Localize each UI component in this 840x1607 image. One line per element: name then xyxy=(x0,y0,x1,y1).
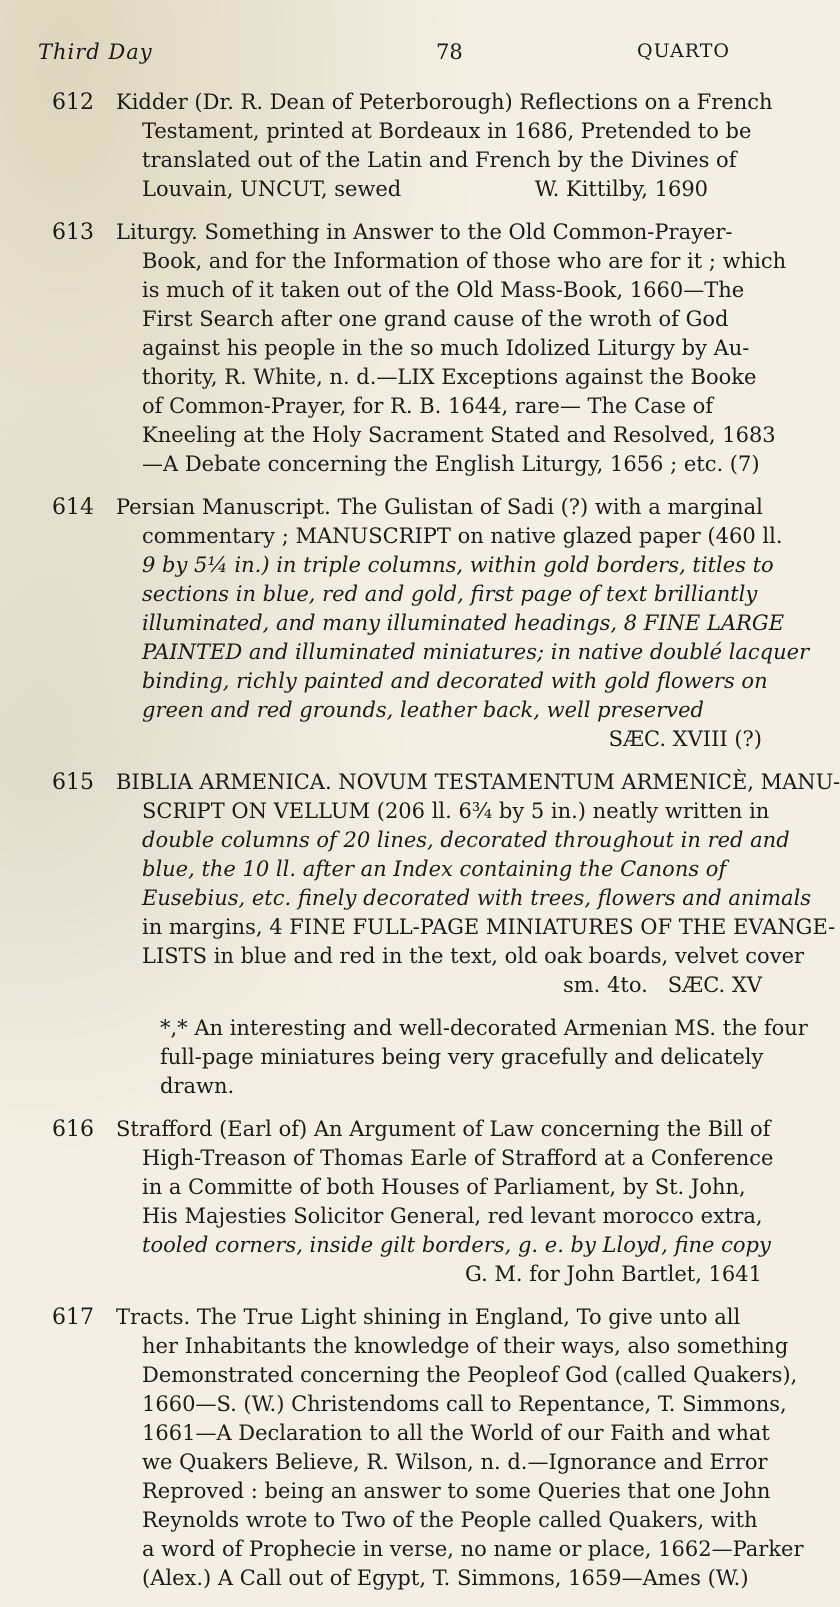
desc-line: BIBLIA ARMENICA. NOVUM TESTAMENTUM ARMENICÈ, MANU- xyxy=(116,770,840,794)
desc-line: tooled corners, inside gilt borders, g. e. by Lloyd, fine copy xyxy=(142,1233,771,1257)
desc-line: G. M. for John Bartlet, 1641 xyxy=(465,1262,762,1286)
lot-description xyxy=(116,88,773,204)
desc-line: a word of Prophecie in verse, no name or place, 1662—Parker xyxy=(142,1537,804,1561)
desc-line: of Common-Prayer, for R. B. 1644, rare— The Case of xyxy=(142,394,714,418)
desc-line: PAINTED and illuminated miniatures; in native doublé lacquer xyxy=(142,640,810,664)
desc-line: we Quakers Believe, R. Wilson, n. d.—Ignorance and Error xyxy=(142,1450,768,1474)
desc-line: illuminated, and many illuminated headings, 8 FINE LARGE xyxy=(142,611,785,635)
desc-line: Liturgy. Something in Answer to the Old Common-Prayer- xyxy=(116,220,733,244)
entry-616 xyxy=(0,1115,800,1289)
lot-description xyxy=(116,493,810,754)
desc-line: Louvain, UNCUT, sewed W. Kittilby, 1690 xyxy=(142,177,709,201)
desc-line: commentary ; MANUSCRIPT on native glazed paper (460 ll. xyxy=(142,524,783,548)
desc-line: His Majesties Solicitor General, red levant morocco extra, xyxy=(142,1204,763,1228)
lot-description xyxy=(116,218,787,479)
entry-613 xyxy=(0,218,800,479)
desc-line: LISTS in blue and red in the text, old oak boards, velvet cover xyxy=(142,944,805,968)
desc-line: 1661—A Declaration to all the World of our Faith and what xyxy=(142,1421,770,1445)
lot-description xyxy=(116,1303,804,1593)
desc-line: Tracts. The True Light shining in England, To give unto all xyxy=(116,1305,741,1329)
lot-number: 616 xyxy=(52,1117,94,1142)
entries-list xyxy=(0,88,840,1607)
desc-line: her Inhabitants the knowledge of their ways, also something xyxy=(142,1334,789,1358)
page-header xyxy=(38,40,770,70)
desc-line: Book, and for the Information of those who are for it ; which xyxy=(142,249,787,273)
note-line: full-page miniatures being very gracefully and delicately xyxy=(160,1045,764,1069)
entry-615 xyxy=(0,768,840,1000)
desc-line: double columns of 20 lines, decorated throughout in red and xyxy=(142,828,790,852)
desc-line: SCRIPT ON VELLUM (206 ll. 6¾ by 5 in.) neatly written in xyxy=(142,799,770,823)
desc-line: Testament, printed at Bordeaux in 1686, Pretended to be xyxy=(142,119,752,143)
desc-line: translated out of the Latin and French by the Divines of xyxy=(142,148,737,172)
desc-line: against his people in the so much Idolized Liturgy by Au- xyxy=(142,336,750,360)
desc-line: blue, the 10 ll. after an Index containing the Canons of xyxy=(142,857,727,881)
desc-line: First Search after one grand cause of the wroth of God xyxy=(142,307,729,331)
desc-line: 9 by 5¼ in.) in triple columns, within gold borders, titles to xyxy=(142,553,774,577)
desc-line: 1660—S. (W.) Christendoms call to Repentance, T. Simmons, xyxy=(142,1392,787,1416)
entry-617 xyxy=(0,1303,804,1593)
header-format: QUARTO xyxy=(637,40,730,62)
desc-line: Demonstrated concerning the Peopleof God (called Quakers), xyxy=(142,1363,798,1387)
desc-line: Kneeling at the Holy Sacrament Stated and Resolved, 1683 xyxy=(142,423,776,447)
desc-line: in margins, 4 FINE FULL-PAGE MINIATURES OF THE EVANGE- xyxy=(142,915,836,939)
entry-615-note xyxy=(116,1014,808,1101)
desc-line: Reynolds wrote to Two of the People called Quakers, with xyxy=(142,1508,758,1532)
desc-line: green and red grounds, leather back, well preserved xyxy=(142,698,704,722)
desc-line: is much of it taken out of the Old Mass-Book, 1660—The xyxy=(142,278,745,302)
desc-line: thority, R. White, n. d.—LIX Exceptions against the Booke xyxy=(142,365,757,389)
lot-number: 617 xyxy=(52,1305,94,1330)
desc-line: Reproved : being an answer to some Queries that one John xyxy=(142,1479,771,1503)
desc-line: High-Treason of Thomas Earle of Strafford at a Conference xyxy=(142,1146,774,1170)
desc-line: (Alex.) A Call out of Egypt, T. Simmons, 1659—Ames (W.) xyxy=(142,1566,749,1590)
header-day: Third Day xyxy=(38,40,153,64)
lot-number: 615 xyxy=(52,770,94,795)
desc-line: binding, richly painted and decorated with gold flowers on xyxy=(142,669,768,693)
desc-line: —A Debate concerning the English Liturgy, 1656 ; etc. (7) xyxy=(142,452,760,476)
desc-line: in a Committe of both Houses of Parliament, by St. John, xyxy=(142,1175,746,1199)
desc-line: Kidder (Dr. R. Dean of Peterborough) Reflections on a French xyxy=(116,90,773,114)
lot-number: 613 xyxy=(52,220,94,245)
lot-number: 612 xyxy=(52,90,94,115)
desc-line: SÆC. XVIII (?) xyxy=(608,727,762,751)
entry-612 xyxy=(0,88,800,204)
desc-line: Eusebius, etc. finely decorated with trees, flowers and animals xyxy=(142,886,812,910)
desc-line: Persian Manuscript. The Gulistan of Sadi (?) with a marginal xyxy=(116,495,763,519)
lot-number: 614 xyxy=(52,495,94,520)
lot-description xyxy=(116,768,840,1000)
lot-description xyxy=(116,1115,774,1289)
desc-line: sections in blue, red and gold, first page of text brilliantly xyxy=(142,582,758,606)
note-line: drawn. xyxy=(160,1074,235,1098)
desc-line: Strafford (Earl of) An Argument of Law concerning the Bill of xyxy=(116,1117,771,1141)
page-number: 78 xyxy=(436,40,463,64)
desc-line: sm. 4to. SÆC. XV xyxy=(562,973,762,997)
note-line: *,* An interesting and well-decorated Armenian MS. the four xyxy=(160,1016,808,1040)
entry-614 xyxy=(0,493,810,754)
